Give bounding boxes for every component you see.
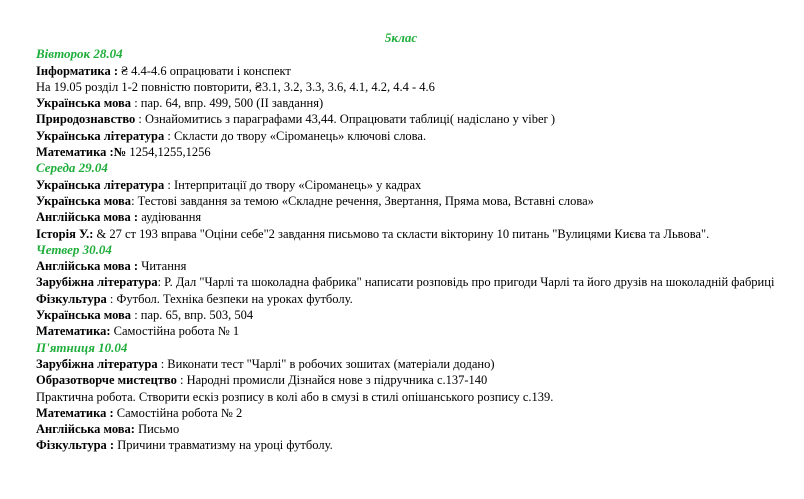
task-text: : Ознайомитись з параграфами 43,44. Опрацювати таблиці( надіслано у viber ) bbox=[135, 112, 555, 127]
subject-label: Українська мова bbox=[36, 96, 132, 111]
subject-label: Фізкультура : bbox=[36, 438, 115, 453]
schedule-line bbox=[36, 79, 776, 95]
schedule-line bbox=[36, 63, 776, 79]
schedule-line bbox=[36, 209, 776, 225]
schedule-line bbox=[36, 193, 776, 209]
schedule-line bbox=[36, 291, 776, 307]
subject-label: Математика : bbox=[36, 405, 114, 420]
subject-label: Історія У.: bbox=[36, 226, 94, 241]
subject-label: Математика: bbox=[36, 324, 111, 339]
schedule-line bbox=[36, 372, 776, 388]
subject-label: Українська мова bbox=[36, 308, 132, 323]
day-heading: Четвер 30.04 bbox=[36, 241, 112, 257]
task-text: ₴ 4.4-4.6 опрацювати і конспект bbox=[117, 63, 291, 78]
task-text: : Футбол. Техніка безпеки на уроках футболу. bbox=[106, 291, 353, 306]
task-text: : Народні промисли Дізнайся нове з підручника с.137-140 bbox=[176, 373, 488, 388]
schedule-line bbox=[36, 144, 776, 160]
task-text: Причини травматизму на уроці футболу. bbox=[114, 438, 333, 453]
subject-label: Українська мова bbox=[36, 193, 132, 208]
task-text: аудіювання bbox=[138, 210, 202, 225]
schedule-line bbox=[36, 128, 776, 144]
task-text: : Тестові завдання за темою «Складне речення, Звертання, Пряма мова, Вставні слова» bbox=[131, 193, 594, 208]
subject-label: Інформатика : bbox=[36, 63, 118, 78]
subject-label: Українська література bbox=[36, 177, 165, 192]
task-text: & 27 ст 193 вправа "Оціни себе"2 завдання письмово та скласти вікторину 10 питань "Вулицями Києва та Львова". bbox=[93, 226, 710, 241]
task-text: : Скласти до твору «Сіроманець» ключові слова. bbox=[164, 128, 427, 143]
task-text: : пар. 64, впр. 499, 500 (ІІ завдання) bbox=[131, 96, 324, 111]
subject-label: Фізкультура bbox=[36, 291, 107, 306]
task-text: : пар. 65, впр. 503, 504 bbox=[131, 308, 254, 323]
page-title: 5клас bbox=[384, 30, 418, 45]
day-heading: П'ятниця 10.04 bbox=[36, 339, 128, 355]
subject-label: Українська література bbox=[36, 128, 165, 143]
task-text: Письмо bbox=[134, 422, 180, 437]
schedule-line bbox=[36, 323, 776, 339]
task-text: Читання bbox=[138, 259, 187, 274]
day-heading: Середа 29.04 bbox=[36, 160, 108, 176]
task-text: На 19.05 розділ 1-2 повністю повторити, ₴3.1, 3.2, 3.3, 3.6, 4.1, 4.2, 4.4 - 4.6 bbox=[36, 79, 435, 94]
task-text: Самостійна робота № 1 bbox=[110, 324, 240, 339]
subject-label: Зарубіжна література bbox=[36, 275, 158, 290]
schedule-line bbox=[36, 405, 776, 421]
schedule-line bbox=[36, 356, 776, 372]
task-text: : Виконати тест "Чарлі" в робочих зошитах (матеріали додано) bbox=[157, 356, 495, 371]
schedule-line bbox=[36, 437, 776, 453]
schedule-line bbox=[36, 177, 776, 193]
schedule-line bbox=[36, 95, 776, 111]
subject-label: Зарубіжна література bbox=[36, 356, 158, 371]
schedule-line bbox=[36, 226, 776, 242]
document-body bbox=[36, 30, 776, 454]
subject-label: Англійська мова: bbox=[36, 422, 135, 437]
task-text: : Інтерпритації до твору «Сіроманець» у кадрах bbox=[164, 177, 422, 192]
schedule-line bbox=[36, 389, 776, 405]
task-text: Самостійна робота № 2 bbox=[113, 405, 243, 420]
schedule-line bbox=[36, 111, 776, 127]
schedule-line bbox=[36, 258, 776, 274]
schedule-line bbox=[36, 421, 776, 437]
subject-label: Образотворче мистецтво bbox=[36, 373, 177, 388]
day-heading: Вівторок 28.04 bbox=[36, 46, 123, 62]
subject-label: Математика :№ bbox=[36, 145, 127, 160]
task-text: Практична робота. Створити ескіз розпису в колі або в смузі в стилі опішанського розпису с.139. bbox=[36, 389, 554, 404]
schedule-line bbox=[36, 274, 776, 290]
task-text: : Р. Дал "Чарлі та шоколадна фабрика" написати розповідь про пригоди Чарлі та його друзів на шоколадній фабриці bbox=[157, 275, 775, 290]
schedule-line bbox=[36, 307, 776, 323]
subject-label: Англійська мова : bbox=[36, 259, 139, 274]
subject-label: Англійська мова : bbox=[36, 210, 139, 225]
task-text: 1254,1255,1256 bbox=[126, 145, 211, 160]
subject-label: Природознавство bbox=[36, 112, 136, 127]
